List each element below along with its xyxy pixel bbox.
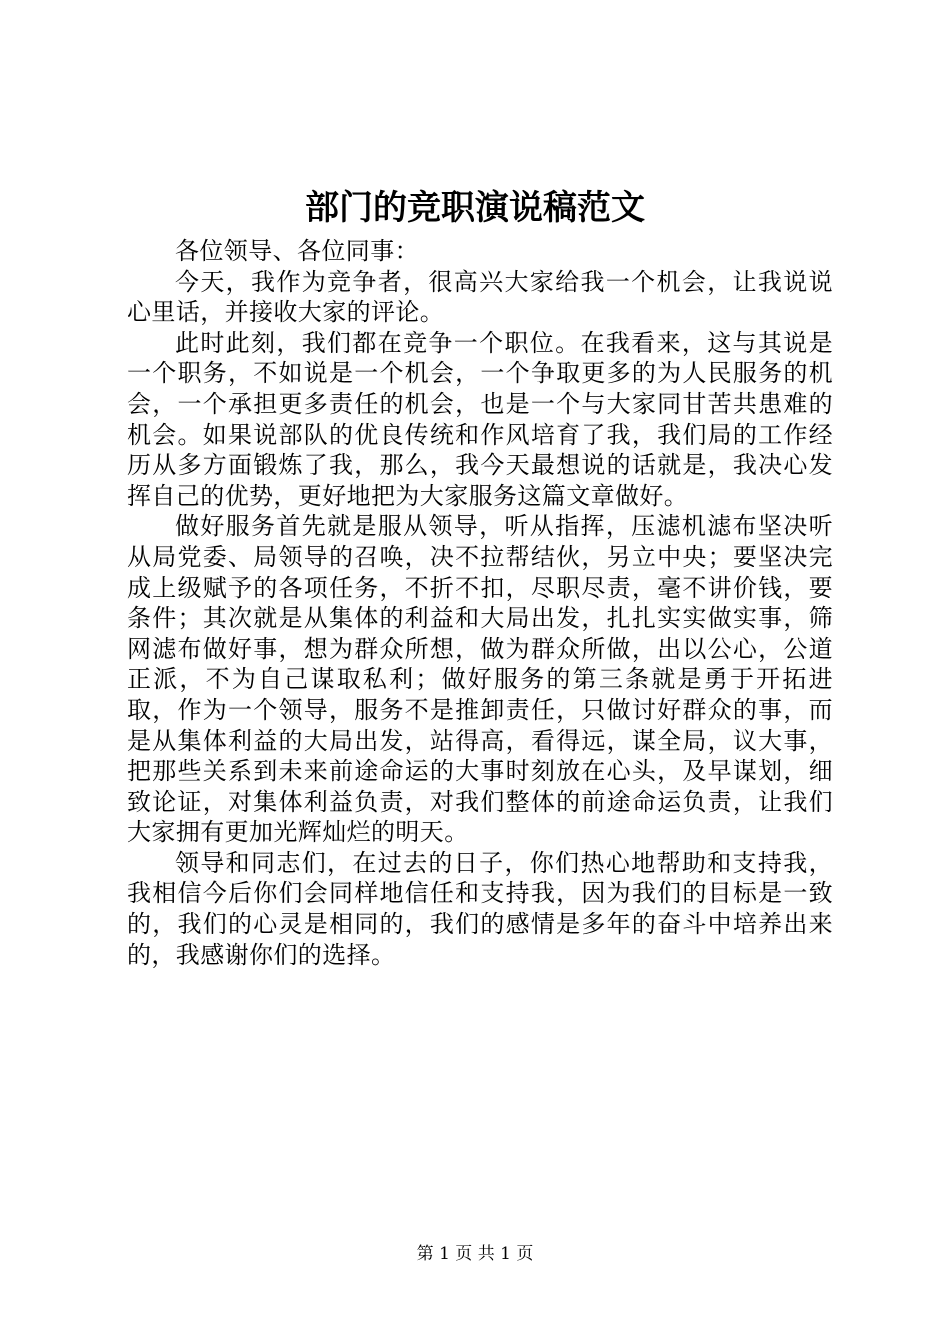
paragraph-closing: 领导和同志们，在过去的日子，你们热心地帮助和支持我，我相信今后你们会同样地信任和支持我，因为我们的目标是一致的，我们的心灵是相同的，我们的感情是多年的奋斗中培养出来的，我感谢你们的选择。: [127, 848, 833, 969]
page-footer: 第 1 页 共 1 页: [416, 1244, 534, 1264]
document-body: [127, 236, 833, 970]
paragraph-service: 做好服务首先就是服从领导，听从指挥，压滤机滤布坚决听从局党委、局领导的召唤，决不拉帮结伙，另立中央；要坚决完成上级赋予的各项任务，不折不扣，尽职尽责，毫不讲价钱，要条件；其次就是从集体的利益和大局出发，扎扎实实做实事，筛网滤布做好事，想为群众所想，做为群众所做，出以公心，公道正派，不为自己谋取私利；做好服务的第三条就是勇于开拓进取，作为一个领导，服务不是推卸责任，只做讨好群众的事，而是从集体利益的大局出发，站得高，看得远，谋全局，议大事，把那些关系到未来前途命运的大事时刻放在心头，及早谋划，细致论证，对集体利益负责，对我们整体的前途命运负责，让我们大家拥有更加光辉灿烂的明天。: [127, 512, 833, 847]
paragraph-salutation: 各位领导、各位同事：: [175, 237, 419, 265]
document-title: 部门的竞职演说稿范文: [305, 188, 645, 228]
paragraph-position: 此时此刻，我们都在竞争一个职位。在我看来，这与其说是一个职务，不如说是一个机会，一个争取更多的为人民服务的机会，一个承担更多责任的机会，也是一个与大家同甘苦共患难的机会。如果说部队的优良传统和作风培育了我，我们局的工作经历从多方面锻炼了我，那么，我今天最想说的话就是，我决心发挥自己的优势，更好地把为大家服务这篇文章做好。: [127, 328, 833, 510]
paragraph-opening: 今天，我作为竞争者，很高兴大家给我一个机会，让我说说心里话，并接收大家的评论。: [127, 267, 833, 327]
